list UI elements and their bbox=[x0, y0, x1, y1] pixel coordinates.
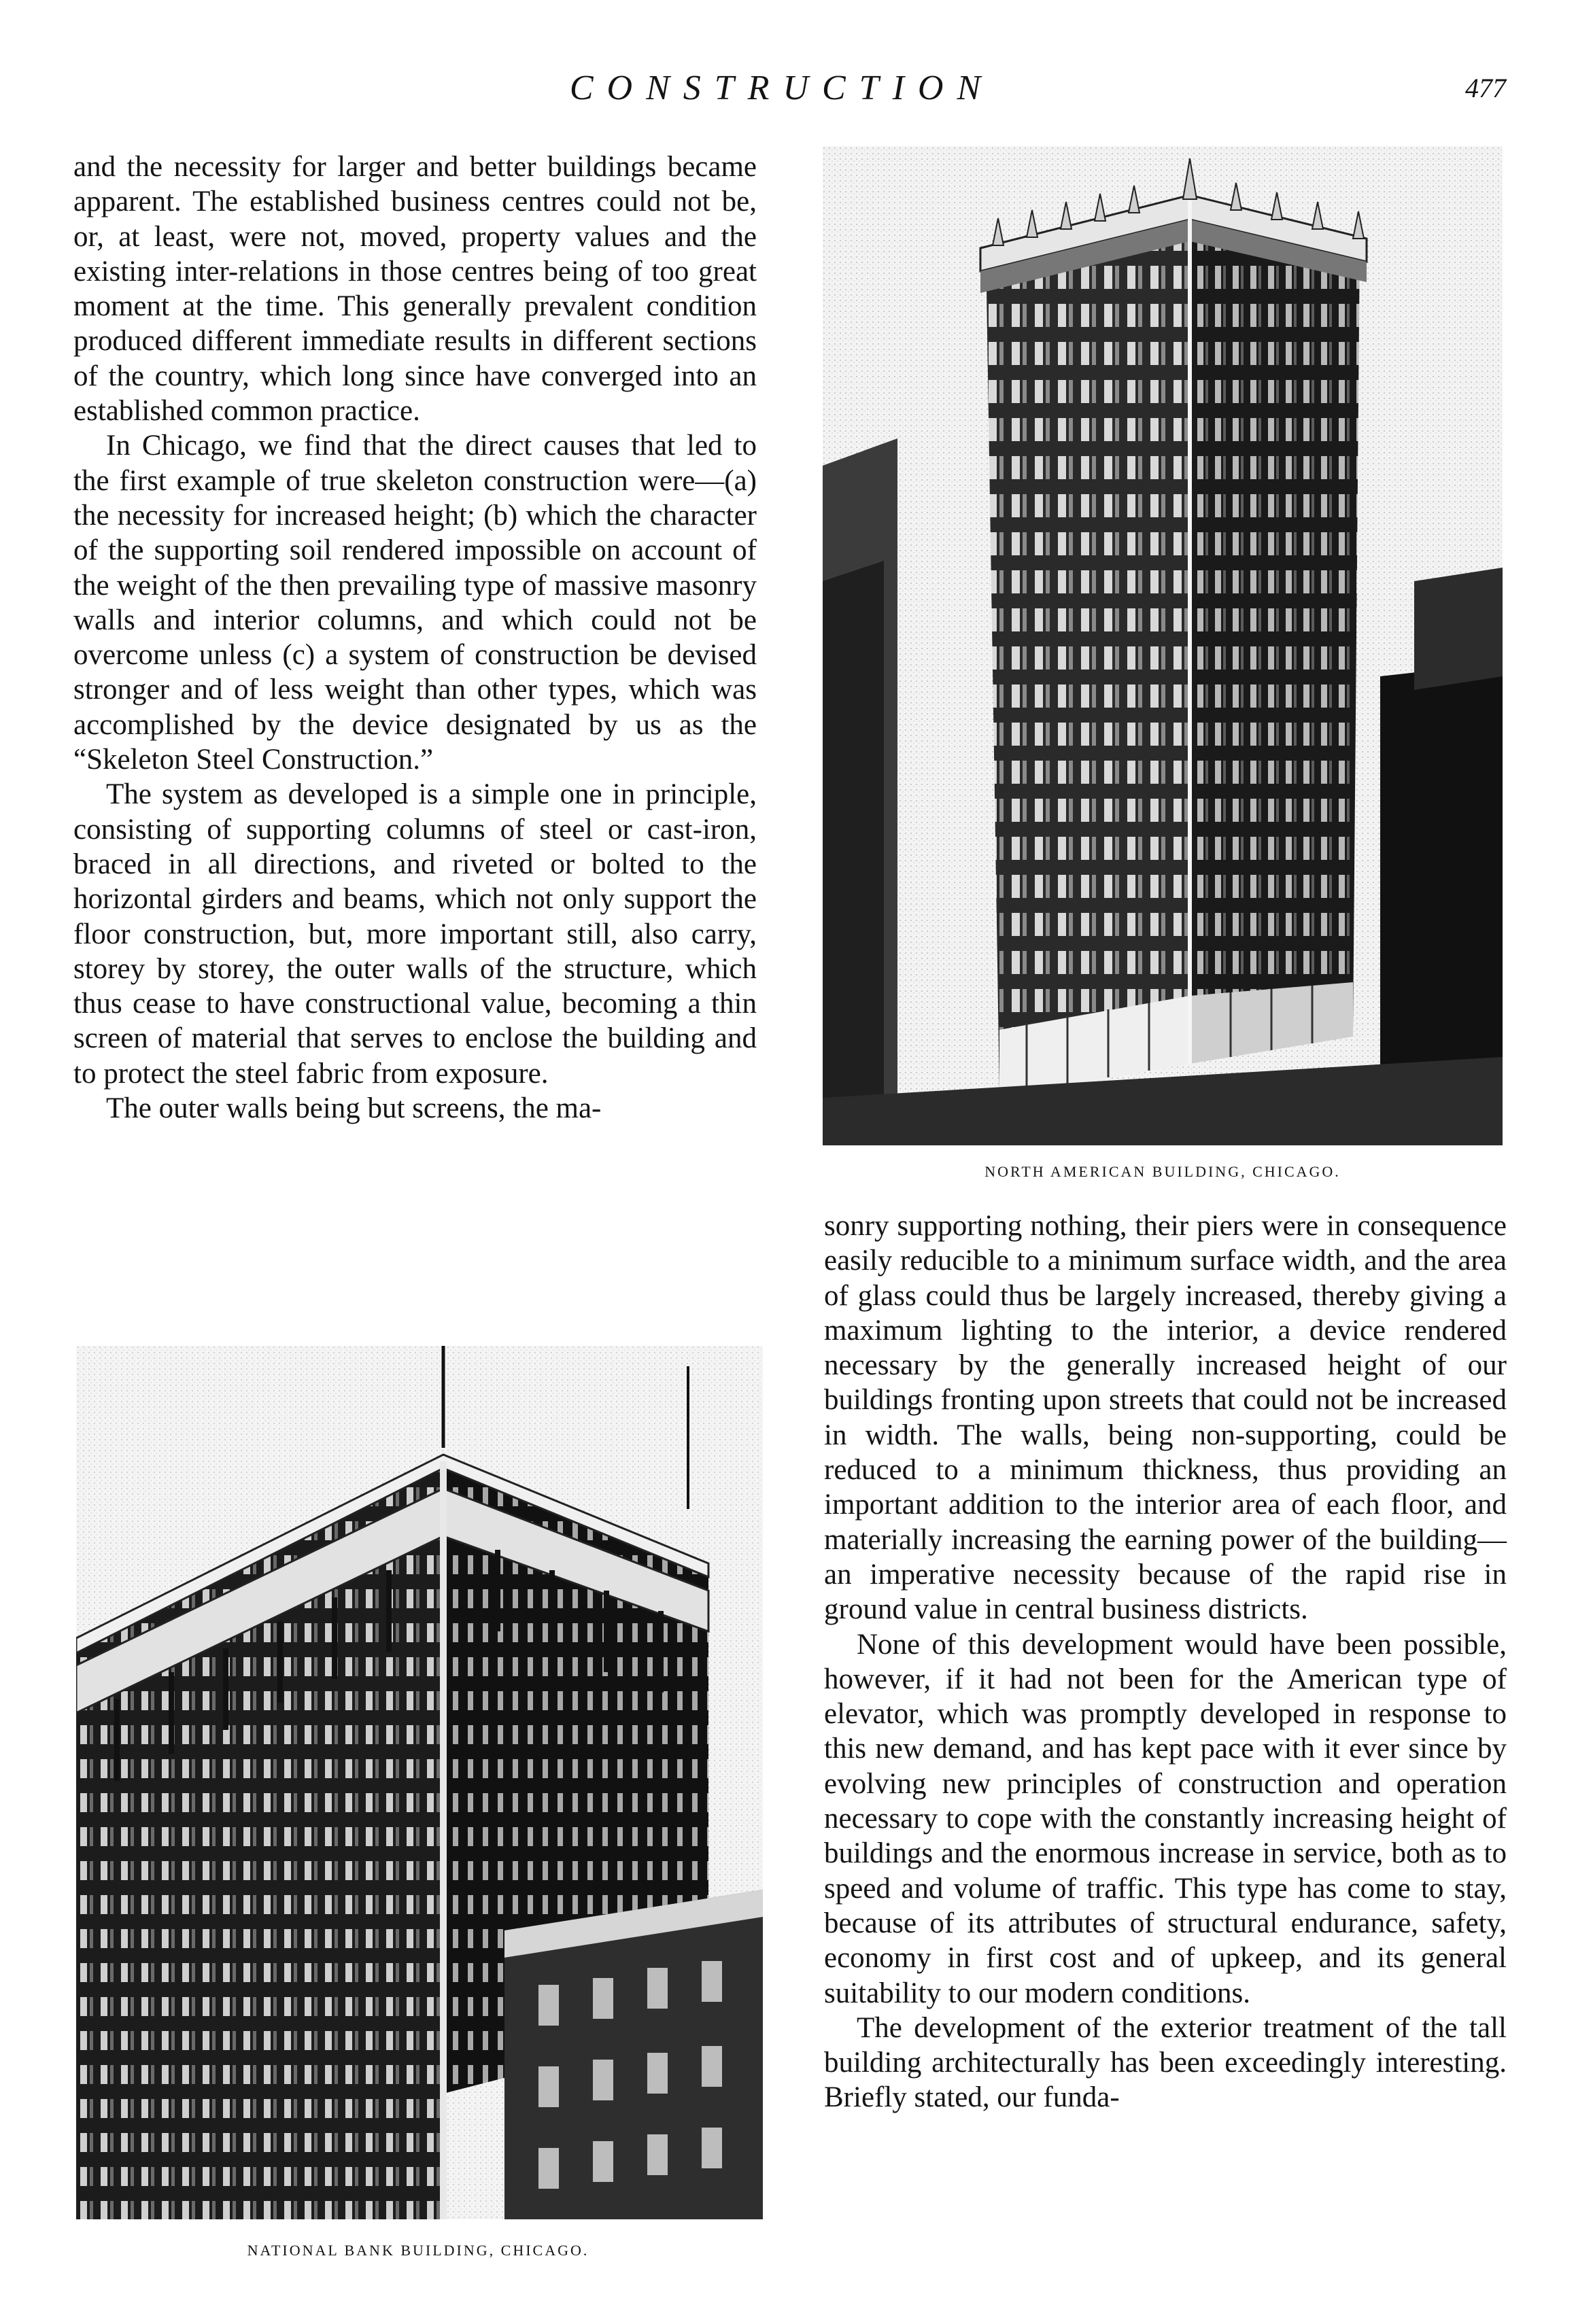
figure-caption: NATIONAL BANK BUILDING, CHICAGO. bbox=[247, 2242, 589, 2259]
paragraph: and the necessity for larger and better buildings became apparent. The established business centres could not be, or, at least, were not, moved, property values and the existing inter-relations in those centres being of too great moment at the time. This generally prevalent condition produced different immediate results in different sections of the country, which long since have converged into an established common practice. bbox=[73, 151, 757, 428]
north-american-building-photo bbox=[823, 146, 1503, 1145]
figure-caption: NORTH AMERICAN BUILDING, CHICAGO. bbox=[984, 1163, 1341, 1180]
paragraph: The system as developed is a simple one in principle, consisting of supporting columns of steel or cast-iron, braced in all directions, and riveted or bolted to the horizontal girders and beams, which not only support the floor construction, but, more important still, also carry, storey by storey, the outer walls of the structure, which thus cease to have constructional value, becoming a thin screen of material that serves to enclose the building and to protect the steel fabric from exposure. bbox=[73, 778, 757, 1090]
page-header bbox=[0, 68, 1576, 122]
paragraph: In Chicago, we find that the direct causes that led to the first example of true skeleton construction were—(a) the necessity for increased height; (b) which the character of the supporting soil rendered impossible on account of the weight of the then prevailing type of massive masonry walls and interior columns, and which could not be overcome unless (c) a system of construction be devised stronger and of less weight than other types, which was accomplished by the device designated by us as the “Skeleton Steel Construction.” bbox=[73, 430, 757, 776]
right-column bbox=[824, 1209, 1507, 2115]
figure-national-bank-building bbox=[68, 1346, 768, 2291]
paragraph: None of this development would have been possible, however, if it had not been for the American type of elevator, which was promptly developed in response to this new demand, and has kept pace with it ever since by evolving new principles of construction and operation necessary to cope with the constantly increasing height of buildings and the enormous increase in service, both as to speed and volume of traffic. This type has come to stay, because of its attributes of structural endurance, safety, economy in first cost and of upkeep, and its general suitability to our modern conditions. bbox=[824, 1628, 1507, 2009]
paragraph: sonry supporting nothing, their piers were in consequence easily reducible to a minimum surface width, and the area of glass could thus be largely increased, thereby giving a maximum lighting to the interior, a device rendered necessary by the generally increased height of our buildings fronting upon streets that could not be increased in width. The walls, being non-supporting, could be reduced to a minimum thickness, thus providing an important addition to the interior area of each floor, and materially increasing the earning power of the building—an imperative necessity because of the rapid rise in ground value in central business districts. bbox=[824, 1210, 1507, 1626]
running-title: CONSTRUCTION bbox=[569, 69, 995, 107]
national-bank-building-photo bbox=[76, 1346, 763, 2219]
left-column bbox=[73, 150, 757, 1126]
paragraph: The development of the exterior treatment of the tall building architecturally has been exceedingly interesting. Briefly stated, our funda- bbox=[824, 2011, 1507, 2114]
paragraph: The outer walls being but screens, the ma- bbox=[106, 1092, 602, 1125]
page-number: 477 bbox=[1465, 73, 1506, 103]
figure-north-american-building bbox=[816, 146, 1509, 1196]
